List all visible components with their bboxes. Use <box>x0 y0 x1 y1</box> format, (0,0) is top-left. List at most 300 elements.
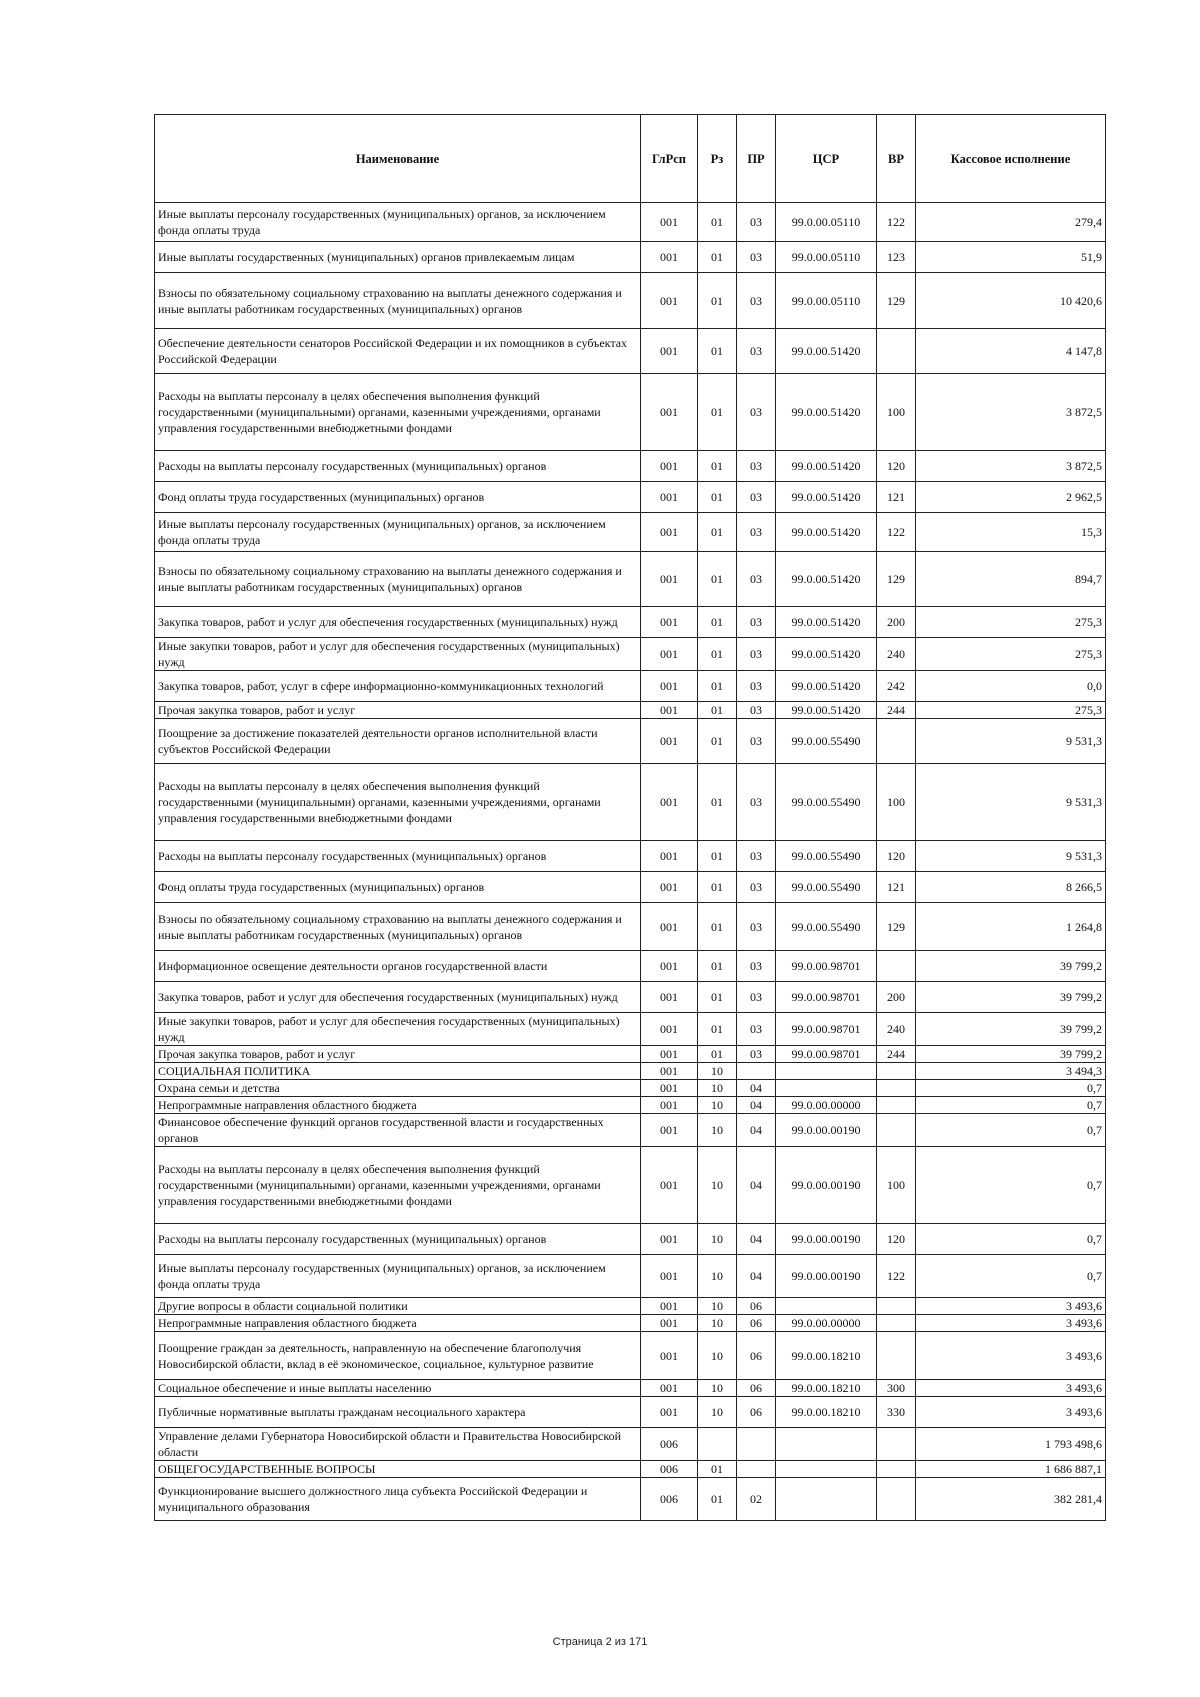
cell-vr: 242 <box>877 671 916 702</box>
cell-rz: 01 <box>698 638 737 671</box>
cell-pr: 06 <box>737 1298 776 1315</box>
cell-glrsp: 001 <box>641 1397 698 1428</box>
cell-name: Социальное обеспечение и иные выплаты населению <box>155 1380 641 1397</box>
cell-pr: 03 <box>737 607 776 638</box>
table-row <box>155 1397 1106 1428</box>
table-row <box>155 951 1106 982</box>
cell-csr: 99.0.00.05110 <box>776 203 877 242</box>
table-row <box>155 719 1106 764</box>
cell-csr: 99.0.00.55490 <box>776 841 877 872</box>
cell-rz: 01 <box>698 513 737 552</box>
cell-amount: 275,3 <box>916 607 1106 638</box>
cell-glrsp: 001 <box>641 951 698 982</box>
table-row <box>155 1428 1106 1461</box>
table-row <box>155 242 1106 273</box>
cell-vr: 129 <box>877 552 916 607</box>
cell-pr: 03 <box>737 273 776 329</box>
cell-amount: 0,7 <box>916 1080 1106 1097</box>
cell-pr <box>737 1063 776 1080</box>
cell-pr: 03 <box>737 329 776 374</box>
cell-amount: 39 799,2 <box>916 1013 1106 1046</box>
table-row <box>155 1147 1106 1224</box>
table-row <box>155 273 1106 329</box>
cell-glrsp: 001 <box>641 1097 698 1114</box>
cell-csr: 99.0.00.98701 <box>776 1046 877 1063</box>
cell-name: Расходы на выплаты персоналу в целях обеспечения выполнения функций государственными (муниципальными) органами, казенными учреждениями, органами управления государственными внебюджетными фондами <box>155 764 641 841</box>
cell-glrsp: 001 <box>641 982 698 1013</box>
cell-rz: 01 <box>698 552 737 607</box>
cell-name: СОЦИАЛЬНАЯ ПОЛИТИКА <box>155 1063 641 1080</box>
cell-rz: 10 <box>698 1255 737 1298</box>
cell-csr: 99.0.00.51420 <box>776 552 877 607</box>
cell-amount: 3 872,5 <box>916 451 1106 482</box>
cell-amount: 3 872,5 <box>916 374 1106 451</box>
cell-csr: 99.0.00.51420 <box>776 329 877 374</box>
cell-amount: 3 493,6 <box>916 1332 1106 1380</box>
cell-amount: 1 264,8 <box>916 903 1106 951</box>
cell-rz: 10 <box>698 1298 737 1315</box>
cell-rz: 10 <box>698 1097 737 1114</box>
cell-amount: 39 799,2 <box>916 951 1106 982</box>
cell-glrsp: 001 <box>641 903 698 951</box>
table-row <box>155 1315 1106 1332</box>
cell-name: Закупка товаров, работ и услуг для обеспечения государственных (муниципальных) нужд <box>155 982 641 1013</box>
cell-glrsp: 001 <box>641 607 698 638</box>
cell-amount: 39 799,2 <box>916 982 1106 1013</box>
cell-glrsp: 001 <box>641 702 698 719</box>
cell-vr <box>877 719 916 764</box>
table-row <box>155 1080 1106 1097</box>
cell-vr: 123 <box>877 242 916 273</box>
cell-pr: 06 <box>737 1380 776 1397</box>
cell-csr: 99.0.00.51420 <box>776 671 877 702</box>
cell-glrsp: 001 <box>641 1046 698 1063</box>
cell-glrsp: 001 <box>641 374 698 451</box>
cell-vr <box>877 1063 916 1080</box>
cell-vr: 200 <box>877 982 916 1013</box>
cell-rz: 01 <box>698 841 737 872</box>
cell-pr: 03 <box>737 552 776 607</box>
cell-name: Расходы на выплаты персоналу в целях обеспечения выполнения функций государственными (муниципальными) органами, казенными учреждениями, органами управления государственными внебюджетными фондами <box>155 1147 641 1224</box>
cell-glrsp: 001 <box>641 1147 698 1224</box>
cell-name: Взносы по обязательному социальному страхованию на выплаты денежного содержания и иные выплаты работникам государственных (муниципальных) органов <box>155 273 641 329</box>
cell-amount: 382 281,4 <box>916 1478 1106 1521</box>
table-body <box>155 203 1106 1521</box>
table-row <box>155 872 1106 903</box>
cell-glrsp: 001 <box>641 671 698 702</box>
cell-name: Закупка товаров, работ и услуг для обеспечения государственных (муниципальных) нужд <box>155 607 641 638</box>
cell-name: Иные закупки товаров, работ и услуг для обеспечения государственных (муниципальных) нужд <box>155 1013 641 1046</box>
cell-pr: 03 <box>737 702 776 719</box>
cell-pr: 03 <box>737 872 776 903</box>
cell-csr: 99.0.00.51420 <box>776 638 877 671</box>
cell-name: Расходы на выплаты персоналу в целях обеспечения выполнения функций государственными (муниципальными) органами, казенными учреждениями, органами управления государственными внебюджетными фондами <box>155 374 641 451</box>
cell-name: Расходы на выплаты персоналу государственных (муниципальных) органов <box>155 841 641 872</box>
cell-amount: 279,4 <box>916 203 1106 242</box>
cell-csr: 99.0.00.98701 <box>776 982 877 1013</box>
table-row <box>155 764 1106 841</box>
cell-csr: 99.0.00.00190 <box>776 1147 877 1224</box>
cell-rz: 01 <box>698 702 737 719</box>
cell-pr: 03 <box>737 513 776 552</box>
cell-amount: 0,7 <box>916 1114 1106 1147</box>
cell-rz <box>698 1428 737 1461</box>
cell-name: Поощрение граждан за деятельность, направленную на обеспечение благополучия Новосибирской области, вклад в её экономическое, социальное, культурное развитие <box>155 1332 641 1380</box>
cell-pr: 03 <box>737 203 776 242</box>
cell-pr: 03 <box>737 982 776 1013</box>
cell-rz: 10 <box>698 1332 737 1380</box>
cell-glrsp: 001 <box>641 764 698 841</box>
cell-csr: 99.0.00.55490 <box>776 764 877 841</box>
cell-glrsp: 001 <box>641 1114 698 1147</box>
cell-vr: 122 <box>877 513 916 552</box>
table-row <box>155 607 1106 638</box>
cell-vr: 129 <box>877 903 916 951</box>
cell-glrsp: 001 <box>641 1063 698 1080</box>
cell-glrsp: 001 <box>641 242 698 273</box>
cell-rz: 01 <box>698 903 737 951</box>
cell-amount: 0,0 <box>916 671 1106 702</box>
cell-name: Иные выплаты персоналу государственных (муниципальных) органов, за исключением фонда оплаты труда <box>155 203 641 242</box>
table-row <box>155 1114 1106 1147</box>
cell-name: Расходы на выплаты персоналу государственных (муниципальных) органов <box>155 451 641 482</box>
cell-csr: 99.0.00.00190 <box>776 1224 877 1255</box>
cell-vr: 300 <box>877 1380 916 1397</box>
cell-pr: 04 <box>737 1080 776 1097</box>
cell-amount: 9 531,3 <box>916 764 1106 841</box>
cell-csr: 99.0.00.00000 <box>776 1097 877 1114</box>
cell-pr <box>737 1428 776 1461</box>
cell-name: Информационное освещение деятельности органов государственной власти <box>155 951 641 982</box>
cell-amount: 10 420,6 <box>916 273 1106 329</box>
cell-amount: 1 793 498,6 <box>916 1428 1106 1461</box>
cell-rz: 10 <box>698 1315 737 1332</box>
cell-amount: 2 962,5 <box>916 482 1106 513</box>
cell-name: Закупка товаров, работ, услуг в сфере информационно-коммуникационных технологий <box>155 671 641 702</box>
cell-csr: 99.0.00.98701 <box>776 1013 877 1046</box>
cell-glrsp: 001 <box>641 1315 698 1332</box>
cell-vr <box>877 329 916 374</box>
cell-vr: 122 <box>877 1255 916 1298</box>
cell-rz: 01 <box>698 242 737 273</box>
cell-vr: 120 <box>877 1224 916 1255</box>
table-row <box>155 1478 1106 1521</box>
cell-csr: 99.0.00.55490 <box>776 719 877 764</box>
cell-csr: 99.0.00.18210 <box>776 1380 877 1397</box>
cell-name: Другие вопросы в области социальной политики <box>155 1298 641 1315</box>
cell-rz: 01 <box>698 482 737 513</box>
cell-vr: 122 <box>877 203 916 242</box>
cell-pr: 03 <box>737 374 776 451</box>
cell-amount: 9 531,3 <box>916 841 1106 872</box>
header-name: Наименование <box>155 115 641 203</box>
cell-glrsp: 001 <box>641 638 698 671</box>
cell-rz: 01 <box>698 671 737 702</box>
cell-pr: 04 <box>737 1224 776 1255</box>
table-row <box>155 374 1106 451</box>
table-row <box>155 702 1106 719</box>
cell-pr: 03 <box>737 1046 776 1063</box>
cell-pr: 03 <box>737 451 776 482</box>
cell-rz: 10 <box>698 1114 737 1147</box>
cell-rz: 10 <box>698 1063 737 1080</box>
cell-csr: 99.0.00.51420 <box>776 451 877 482</box>
header-pr: ПР <box>737 115 776 203</box>
cell-glrsp: 001 <box>641 552 698 607</box>
cell-pr: 03 <box>737 841 776 872</box>
cell-vr: 121 <box>877 872 916 903</box>
cell-glrsp: 001 <box>641 513 698 552</box>
cell-vr: 121 <box>877 482 916 513</box>
table-row <box>155 671 1106 702</box>
cell-amount: 0,7 <box>916 1097 1106 1114</box>
cell-csr <box>776 1063 877 1080</box>
cell-pr: 03 <box>737 638 776 671</box>
table-row <box>155 903 1106 951</box>
cell-pr: 03 <box>737 242 776 273</box>
cell-glrsp: 001 <box>641 1224 698 1255</box>
cell-pr: 04 <box>737 1097 776 1114</box>
cell-name: Взносы по обязательному социальному страхованию на выплаты денежного содержания и иные выплаты работникам государственных (муниципальных) органов <box>155 903 641 951</box>
cell-pr: 04 <box>737 1114 776 1147</box>
cell-pr: 02 <box>737 1478 776 1521</box>
header-rz: Рз <box>698 115 737 203</box>
table-row <box>155 552 1106 607</box>
cell-glrsp: 001 <box>641 451 698 482</box>
cell-glrsp: 001 <box>641 329 698 374</box>
cell-name: Охрана семьи и детства <box>155 1080 641 1097</box>
cell-csr: 99.0.00.51420 <box>776 513 877 552</box>
cell-csr: 99.0.00.00190 <box>776 1255 877 1298</box>
table-row <box>155 1298 1106 1315</box>
cell-name: Публичные нормативные выплаты гражданам несоциального характера <box>155 1397 641 1428</box>
cell-amount: 15,3 <box>916 513 1106 552</box>
cell-name: Фонд оплаты труда государственных (муниципальных) органов <box>155 872 641 903</box>
cell-glrsp: 001 <box>641 1332 698 1380</box>
cell-csr: 99.0.00.05110 <box>776 242 877 273</box>
cell-rz: 01 <box>698 719 737 764</box>
cell-rz: 01 <box>698 374 737 451</box>
cell-amount: 3 494,3 <box>916 1063 1106 1080</box>
table-row <box>155 1380 1106 1397</box>
cell-vr <box>877 951 916 982</box>
header-amount: Кассовое исполнение <box>916 115 1106 203</box>
cell-csr: 99.0.00.05110 <box>776 273 877 329</box>
cell-vr <box>877 1478 916 1521</box>
cell-vr <box>877 1332 916 1380</box>
cell-csr <box>776 1080 877 1097</box>
cell-pr: 03 <box>737 1013 776 1046</box>
cell-rz: 01 <box>698 1461 737 1478</box>
cell-amount: 3 493,6 <box>916 1298 1106 1315</box>
cell-glrsp: 001 <box>641 1298 698 1315</box>
cell-rz: 01 <box>698 982 737 1013</box>
cell-name: Управление делами Губернатора Новосибирской области и Правительства Новосибирской области <box>155 1428 641 1461</box>
table-row <box>155 982 1106 1013</box>
page-number: Страница 2 из 171 <box>552 1636 648 1648</box>
cell-csr: 99.0.00.55490 <box>776 872 877 903</box>
cell-rz: 01 <box>698 607 737 638</box>
header-csr: ЦСР <box>776 115 877 203</box>
cell-csr <box>776 1298 877 1315</box>
table-row <box>155 451 1106 482</box>
cell-name: Иные закупки товаров, работ и услуг для обеспечения государственных (муниципальных) нужд <box>155 638 641 671</box>
cell-vr: 129 <box>877 273 916 329</box>
cell-vr: 200 <box>877 607 916 638</box>
cell-glrsp: 001 <box>641 719 698 764</box>
cell-glrsp: 001 <box>641 1013 698 1046</box>
cell-amount: 8 266,5 <box>916 872 1106 903</box>
cell-pr: 04 <box>737 1255 776 1298</box>
cell-name: Поощрение за достижение показателей деятельности органов исполнительной власти субъектов Российской Федерации <box>155 719 641 764</box>
cell-amount: 0,7 <box>916 1255 1106 1298</box>
cell-name: Прочая закупка товаров, работ и услуг <box>155 702 641 719</box>
cell-rz: 01 <box>698 872 737 903</box>
cell-vr: 120 <box>877 451 916 482</box>
table-row <box>155 1063 1106 1080</box>
cell-pr: 03 <box>737 764 776 841</box>
cell-vr: 244 <box>877 702 916 719</box>
cell-amount: 51,9 <box>916 242 1106 273</box>
cell-vr: 100 <box>877 764 916 841</box>
cell-amount: 275,3 <box>916 638 1106 671</box>
cell-name: Иные выплаты персоналу государственных (муниципальных) органов, за исключением фонда оплаты труда <box>155 513 641 552</box>
cell-amount: 0,7 <box>916 1224 1106 1255</box>
cell-vr <box>877 1097 916 1114</box>
cell-csr <box>776 1428 877 1461</box>
cell-vr <box>877 1315 916 1332</box>
table-row <box>155 638 1106 671</box>
cell-csr <box>776 1478 877 1521</box>
cell-amount: 894,7 <box>916 552 1106 607</box>
cell-rz: 01 <box>698 951 737 982</box>
cell-glrsp: 001 <box>641 841 698 872</box>
cell-name: Функционирование высшего должностного лица субъекта Российской Федерации и муниципального образования <box>155 1478 641 1521</box>
cell-vr <box>877 1298 916 1315</box>
cell-amount: 1 686 887,1 <box>916 1461 1106 1478</box>
table-row <box>155 513 1106 552</box>
table-row <box>155 1097 1106 1114</box>
cell-csr: 99.0.00.00000 <box>776 1315 877 1332</box>
cell-csr <box>776 1461 877 1478</box>
table-row <box>155 329 1106 374</box>
cell-pr <box>737 1461 776 1478</box>
cell-amount: 9 531,3 <box>916 719 1106 764</box>
cell-rz: 01 <box>698 764 737 841</box>
cell-rz: 01 <box>698 1478 737 1521</box>
cell-csr: 99.0.00.18210 <box>776 1397 877 1428</box>
cell-csr: 99.0.00.51420 <box>776 482 877 513</box>
cell-amount: 3 493,6 <box>916 1380 1106 1397</box>
table-row <box>155 1224 1106 1255</box>
cell-rz: 01 <box>698 203 737 242</box>
cell-rz: 10 <box>698 1147 737 1224</box>
table-row <box>155 1013 1106 1046</box>
cell-rz: 01 <box>698 329 737 374</box>
cell-amount: 4 147,8 <box>916 329 1106 374</box>
cell-pr: 06 <box>737 1315 776 1332</box>
cell-amount: 39 799,2 <box>916 1046 1106 1063</box>
cell-pr: 06 <box>737 1332 776 1380</box>
table-row <box>155 841 1106 872</box>
cell-rz: 01 <box>698 451 737 482</box>
cell-vr <box>877 1114 916 1147</box>
cell-name: Расходы на выплаты персоналу государственных (муниципальных) органов <box>155 1224 641 1255</box>
cell-csr: 99.0.00.51420 <box>776 702 877 719</box>
cell-name: Обеспечение деятельности сенаторов Российской Федерации и их помощников в субъектах Российской Федерации <box>155 329 641 374</box>
cell-rz: 10 <box>698 1080 737 1097</box>
table-row <box>155 1461 1106 1478</box>
cell-rz: 01 <box>698 1046 737 1063</box>
cell-csr: 99.0.00.51420 <box>776 374 877 451</box>
cell-vr <box>877 1428 916 1461</box>
cell-amount: 0,7 <box>916 1147 1106 1224</box>
cell-rz: 10 <box>698 1224 737 1255</box>
cell-csr: 99.0.00.98701 <box>776 951 877 982</box>
table-header-row <box>155 115 1106 203</box>
cell-name: Иные выплаты персоналу государственных (муниципальных) органов, за исключением фонда оплаты труда <box>155 1255 641 1298</box>
table-row <box>155 203 1106 242</box>
cell-glrsp: 001 <box>641 1380 698 1397</box>
cell-glrsp: 006 <box>641 1478 698 1521</box>
cell-csr: 99.0.00.18210 <box>776 1332 877 1380</box>
cell-vr: 240 <box>877 638 916 671</box>
cell-pr: 04 <box>737 1147 776 1224</box>
cell-name: Прочая закупка товаров, работ и услуг <box>155 1046 641 1063</box>
cell-csr: 99.0.00.51420 <box>776 607 877 638</box>
cell-glrsp: 006 <box>641 1428 698 1461</box>
cell-rz: 01 <box>698 1013 737 1046</box>
cell-pr: 03 <box>737 719 776 764</box>
cell-rz: 10 <box>698 1380 737 1397</box>
cell-glrsp: 001 <box>641 872 698 903</box>
header-glrsp: ГлРсп <box>641 115 698 203</box>
table-row <box>155 1332 1106 1380</box>
cell-csr: 99.0.00.55490 <box>776 903 877 951</box>
cell-amount: 275,3 <box>916 702 1106 719</box>
cell-glrsp: 001 <box>641 1255 698 1298</box>
cell-name: ОБЩЕГОСУДАРСТВЕННЫЕ ВОПРОСЫ <box>155 1461 641 1478</box>
cell-vr: 100 <box>877 374 916 451</box>
cell-amount: 3 493,6 <box>916 1315 1106 1332</box>
cell-amount: 3 493,6 <box>916 1397 1106 1428</box>
cell-pr: 03 <box>737 482 776 513</box>
cell-rz: 01 <box>698 273 737 329</box>
cell-pr: 03 <box>737 671 776 702</box>
cell-vr: 100 <box>877 1147 916 1224</box>
cell-csr: 99.0.00.00190 <box>776 1114 877 1147</box>
cell-vr <box>877 1080 916 1097</box>
cell-pr: 03 <box>737 951 776 982</box>
table-row <box>155 1255 1106 1298</box>
cell-glrsp: 001 <box>641 1080 698 1097</box>
cell-name: Взносы по обязательному социальному страхованию на выплаты денежного содержания и иные выплаты работникам государственных (муниципальных) органов <box>155 552 641 607</box>
cell-rz: 10 <box>698 1397 737 1428</box>
table-row <box>155 1046 1106 1063</box>
table-row <box>155 482 1106 513</box>
cell-pr: 06 <box>737 1397 776 1428</box>
cell-glrsp: 001 <box>641 273 698 329</box>
budget-execution-table <box>154 114 1106 1521</box>
cell-vr: 330 <box>877 1397 916 1428</box>
cell-glrsp: 001 <box>641 203 698 242</box>
header-vr: ВР <box>877 115 916 203</box>
cell-name: Иные выплаты государственных (муниципальных) органов привлекаемым лицам <box>155 242 641 273</box>
cell-glrsp: 001 <box>641 482 698 513</box>
cell-name: Непрограммные направления областного бюджета <box>155 1315 641 1332</box>
cell-vr <box>877 1461 916 1478</box>
cell-vr: 244 <box>877 1046 916 1063</box>
